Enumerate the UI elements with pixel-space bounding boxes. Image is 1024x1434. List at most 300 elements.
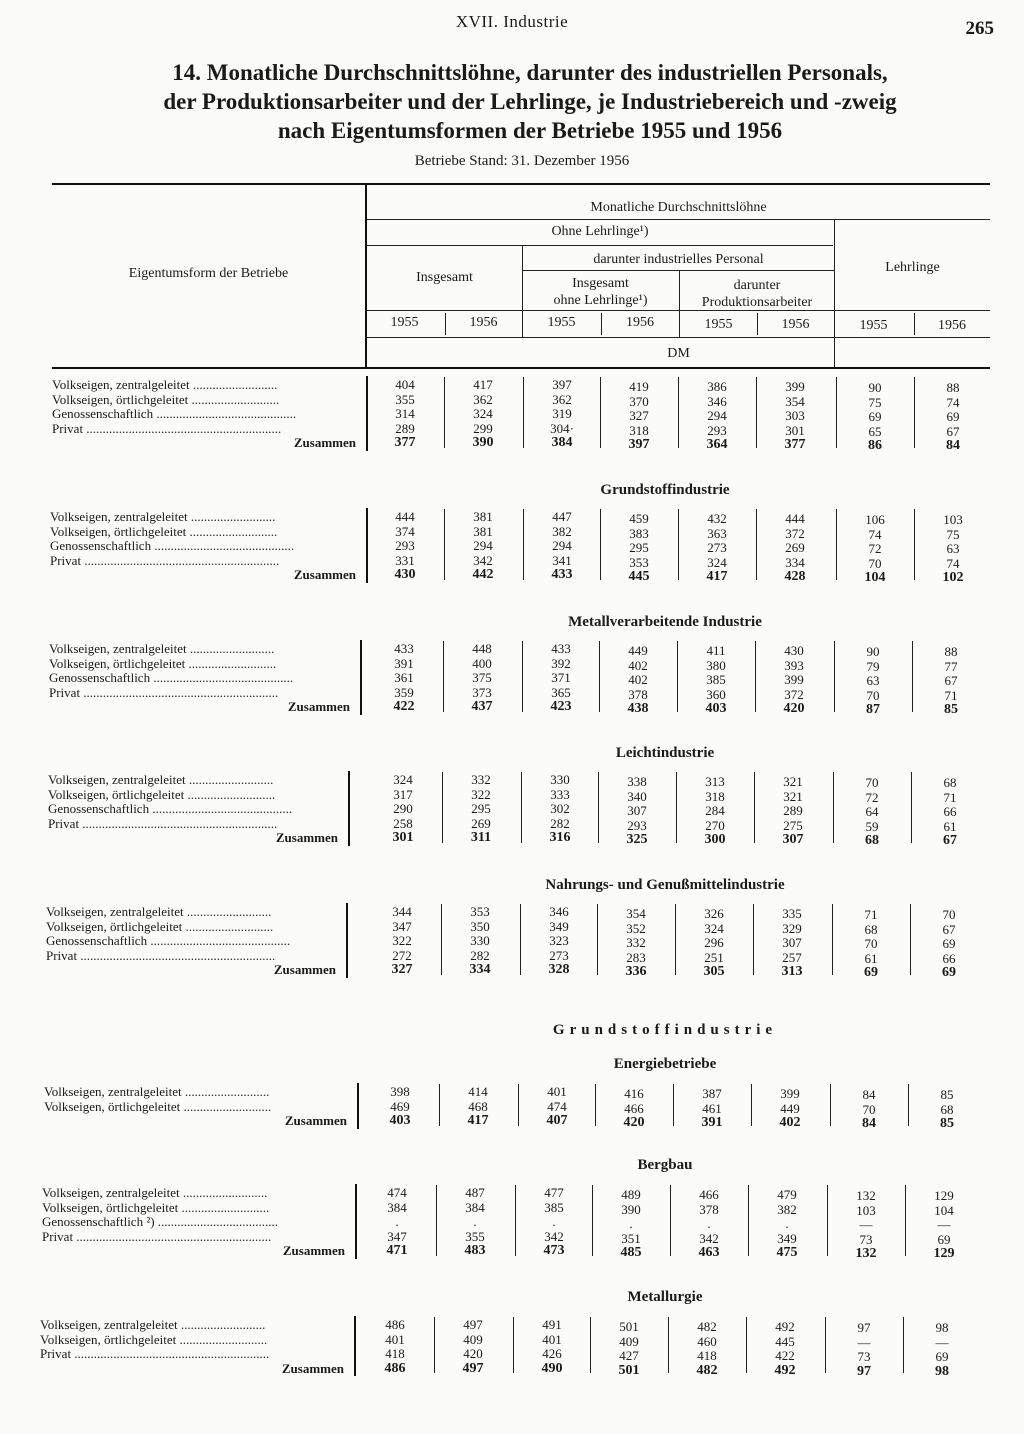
title-line-1: 14. Monatliche Durchschnittslöhne, darunter des industriellen Personals,: [172, 60, 888, 85]
header-insgesamt-ohne-1: Insgesamt: [572, 276, 629, 291]
table-cell: 70: [862, 1101, 876, 1117]
row-label: Volkseigen, örtlichgeleitet ...........................: [48, 787, 276, 802]
table-cell: 370: [629, 393, 649, 409]
table-cell: 334: [785, 554, 805, 570]
table-cell: .: [395, 1214, 399, 1230]
group-divider: [354, 1316, 356, 1376]
table-cell: 473: [543, 1243, 565, 1259]
table-cell: 69: [942, 965, 956, 981]
table-cell: 403: [705, 701, 727, 717]
table-cell: 318: [705, 788, 725, 804]
table-cell: 417: [467, 1113, 489, 1129]
table-cell: 70: [866, 687, 880, 703]
table-cell: 417: [706, 569, 728, 585]
header-rule-2: [367, 245, 833, 246]
table-cell: 70: [868, 555, 882, 571]
header-monatliche: Monatliche Durchschnittslöhne: [590, 200, 767, 215]
column-divider: [436, 1185, 437, 1256]
column-divider: [746, 1317, 747, 1373]
row-label-total: Zusammen: [287, 700, 350, 715]
table-cell: 468: [468, 1098, 488, 1114]
table-cell: 318: [629, 422, 649, 438]
table-cell: 414: [468, 1084, 488, 1099]
table-cell: 351: [621, 1230, 641, 1246]
table-cell: 328: [548, 962, 570, 978]
table-cell: 104: [864, 570, 886, 586]
table-cell: 354: [785, 393, 805, 409]
table-cell: 67: [942, 921, 956, 937]
chapter-heading: XVII. Industrie: [455, 12, 569, 31]
table-cell: 66: [942, 950, 956, 966]
column-divider: [678, 377, 679, 448]
column-divider: [753, 904, 754, 975]
column-divider: [756, 509, 757, 580]
table-cell: 87: [866, 702, 880, 718]
table-cell: 341: [552, 552, 572, 568]
column-divider: [914, 509, 915, 580]
table-cell: 69: [937, 1231, 951, 1247]
row-label: Genossenschaftlich ...........................................: [48, 802, 293, 817]
table-cell: 282: [550, 815, 570, 831]
table-cell: 314: [395, 406, 415, 422]
table-cell: 353: [470, 904, 490, 919]
table-cell: 71: [864, 907, 878, 922]
row-label-total: Zusammen: [293, 568, 356, 583]
table-cell: —: [857, 1334, 871, 1350]
table-cell: 85: [940, 1087, 954, 1102]
table-cell: 399: [780, 1086, 800, 1101]
row-label: Volkseigen, zentralgeleitet ..........................: [42, 1186, 268, 1200]
table-cell: 284: [705, 803, 725, 819]
column-divider: [444, 509, 445, 580]
section-title: Grundstoffindustrie: [600, 482, 730, 498]
table-cell: 355: [465, 1228, 485, 1244]
table-cell: 84: [862, 1116, 876, 1132]
table-cell: 63: [946, 541, 960, 557]
row-label: Volkseigen, örtlichgeleitet ...........................: [50, 524, 278, 539]
header-darunter-personal: darunter industrielles Personal: [593, 252, 764, 267]
column-divider: [914, 377, 915, 448]
table-cell: 390: [472, 435, 494, 451]
table-cell: 69: [864, 965, 878, 981]
table-cell: 97: [857, 1320, 871, 1335]
table-cell: 433: [551, 641, 571, 656]
year-8: 1956: [938, 318, 966, 333]
table-cell: 418: [697, 1348, 717, 1364]
table-cell: 272: [392, 947, 412, 963]
table-cell: 295: [629, 540, 649, 556]
table-cell: 336: [625, 964, 647, 980]
table-cell: 88: [946, 380, 960, 395]
table-cell: 333: [550, 786, 570, 802]
table-cell: 132: [855, 1246, 877, 1262]
table-cell: 71: [944, 687, 958, 703]
table-cell: 380: [706, 657, 726, 673]
table-cell: 295: [471, 801, 491, 817]
row-label: Genossenschaftlich ...........................................: [50, 539, 295, 554]
table-cell: 479: [777, 1187, 797, 1202]
header-insgesamt: Insgesamt: [416, 270, 473, 285]
table-cell: 430: [784, 643, 804, 658]
row-label-total: Zusammen: [284, 1114, 347, 1129]
row-label: Privat ............................................................: [50, 553, 280, 568]
table-cell: 324: [473, 406, 493, 422]
table-cell: 75: [946, 526, 960, 542]
table-cell: 362: [473, 391, 493, 407]
table-cell: 433: [551, 567, 573, 583]
year-4: 1956: [626, 315, 654, 330]
table-cell: 377: [784, 437, 806, 453]
table-cell: 364: [706, 437, 728, 453]
column-divider: [521, 772, 522, 843]
table-cell: 384: [551, 435, 573, 451]
header-rule-1: [367, 219, 990, 220]
table-cell: 486: [384, 1360, 406, 1376]
table-cell: 401: [547, 1084, 567, 1099]
table-cell: 399: [784, 672, 804, 688]
table-cell: 355: [395, 391, 415, 407]
group-divider: [366, 508, 368, 583]
table-cell: 68: [864, 921, 878, 937]
table-cell: 359: [394, 684, 414, 700]
table-cell: 324: [704, 920, 724, 936]
section-title: Energiebetriebe: [613, 1056, 717, 1072]
table-cell: 326: [704, 906, 724, 921]
row-label: Genossenschaftlich ²) .....................................: [42, 1215, 279, 1230]
table-cell: 485: [620, 1245, 642, 1261]
table-cell: 486: [385, 1317, 405, 1332]
table-cell: 489: [621, 1187, 641, 1202]
table-cell: 294: [473, 538, 493, 554]
column-divider: [676, 772, 677, 843]
table-cell: 75: [868, 394, 882, 410]
section-title: Nahrungs- und Genußmittelindustrie: [545, 877, 785, 893]
table-cell: 322: [471, 786, 491, 802]
table-cell: 497: [462, 1360, 484, 1376]
table-cell: 430: [394, 567, 416, 583]
table-cell: 346: [707, 393, 727, 409]
table-cell: 362: [552, 391, 572, 407]
section-title: Bergbau: [637, 1157, 693, 1173]
table-cell: 289: [783, 803, 803, 819]
table-cell: 129: [934, 1188, 954, 1203]
table-cell: 428: [784, 569, 806, 585]
table-cell: 251: [704, 949, 724, 965]
column-divider: [597, 904, 598, 975]
table-cell: 361: [394, 670, 414, 686]
table-cell: 63: [866, 673, 880, 689]
table-cell: —: [935, 1334, 949, 1350]
section-title: Leichtindustrie: [615, 745, 715, 761]
table-cell: 444: [785, 511, 805, 526]
table-cell: 393: [784, 657, 804, 673]
table-cell: 409: [463, 1331, 483, 1347]
table-cell: 384: [465, 1199, 485, 1215]
table-cell: 327: [391, 962, 413, 978]
table-cell: 391: [701, 1115, 723, 1131]
table-cell: 474: [547, 1098, 567, 1114]
table-cell: .: [785, 1216, 789, 1232]
table-cell: 449: [628, 643, 648, 658]
table-title: [90, 58, 970, 145]
table-cell: 330: [470, 933, 490, 949]
group-divider: [346, 903, 348, 978]
table-cell: 300: [704, 832, 726, 848]
column-divider: [825, 1317, 826, 1373]
table-cell: 433: [394, 641, 414, 656]
table-cell: 323: [549, 933, 569, 949]
row-label: Volkseigen, zentralgeleitet ..........................: [48, 773, 274, 787]
row-label: Volkseigen, örtlichgeleitet ...........................: [49, 656, 277, 671]
table-cell: 381: [473, 523, 493, 539]
table-cell: 106: [865, 512, 885, 527]
group-divider: [355, 1184, 357, 1259]
table-cell: 73: [857, 1349, 871, 1365]
table-cell: 293: [707, 422, 727, 438]
column-divider: [598, 772, 599, 843]
column-divider: [748, 1185, 749, 1256]
column-divider: [834, 641, 835, 712]
unit-label: DM: [667, 346, 690, 361]
column-divider: [668, 1317, 669, 1373]
table-cell: 365: [551, 684, 571, 700]
table-cell: 353: [629, 554, 649, 570]
table-cell: 444: [395, 509, 415, 524]
table-cell: 319: [552, 406, 572, 422]
table-cell: 377: [394, 435, 416, 451]
row-label: Genossenschaftlich ...........................................: [46, 934, 291, 949]
table-cell: 363: [707, 525, 727, 541]
table-cell: 103: [856, 1202, 876, 1218]
table-cell: 422: [393, 699, 415, 715]
table-cell: 342: [473, 552, 493, 568]
table-cell: 374: [395, 523, 415, 539]
table-cell: 401: [385, 1331, 405, 1347]
table-cell: 466: [699, 1187, 719, 1202]
row-label: Genossenschaftlich ...........................................: [49, 671, 294, 686]
table-cell: 329: [782, 920, 802, 936]
row-label: Volkseigen, zentralgeleitet ..........................: [49, 642, 275, 656]
table-cell: 290: [393, 801, 413, 817]
table-cell: 371: [551, 670, 571, 686]
table-cell: 385: [544, 1199, 564, 1215]
table-cell: 321: [783, 788, 803, 804]
row-label: Volkseigen, zentralgeleitet ..........................: [46, 905, 272, 919]
year-3: 1955: [547, 315, 576, 330]
table-cell: 324: [393, 772, 413, 787]
table-cell: 84: [862, 1087, 876, 1102]
table-body-rule: [52, 367, 990, 369]
table-cell: 344: [392, 904, 412, 919]
table-cell: 416: [624, 1086, 644, 1101]
table-cell: 347: [387, 1228, 407, 1244]
table-cell: 427: [619, 1348, 639, 1364]
table-cell: 88: [944, 644, 958, 659]
table-cell: 317: [393, 786, 413, 802]
table-cell: 459: [629, 511, 649, 526]
table-cell: 293: [627, 817, 647, 833]
year-7: 1955: [859, 318, 888, 333]
table-cell: 349: [549, 918, 569, 934]
title-line-3: nach Eigentumsformen der Betriebe 1955 und 1956: [277, 118, 783, 143]
table-cell: 299: [473, 420, 493, 436]
table-cell: .: [473, 1214, 477, 1230]
row-label-total: Zusammen: [275, 831, 338, 846]
row-label: Genossenschaftlich ...........................................: [52, 407, 297, 422]
row-label: Privat ............................................................: [40, 1347, 270, 1362]
table-cell: 497: [463, 1317, 483, 1332]
table-cell: 257: [782, 949, 802, 965]
table-cell: 420: [623, 1115, 645, 1131]
table-cell: 332: [471, 772, 491, 787]
table-cell: —: [859, 1217, 873, 1233]
table-cell: 294: [707, 408, 727, 424]
table-cell: 98: [935, 1320, 949, 1335]
column-divider: [442, 772, 443, 843]
column-divider: [441, 904, 442, 975]
table-cell: 331: [395, 552, 415, 568]
header-insgesamt-ohne-2: ohne Lehrlinge¹): [553, 293, 648, 308]
table-cell: 404: [395, 377, 415, 392]
table-cell: 67: [946, 423, 960, 439]
column-divider: [513, 1317, 514, 1373]
table-cell: 501: [619, 1319, 639, 1334]
table-cell: 70: [864, 936, 878, 952]
table-cell: 461: [702, 1100, 722, 1116]
row-label: Volkseigen, örtlichgeleitet ...........................: [44, 1099, 272, 1114]
table-cell: 327: [629, 408, 649, 424]
column-divider: [515, 1185, 516, 1256]
table-cell: 74: [946, 555, 960, 571]
table-cell: 85: [940, 1116, 954, 1132]
table-cell: 79: [866, 658, 880, 674]
table-cell: 74: [946, 394, 960, 410]
table-cell: 460: [697, 1333, 717, 1349]
table-cell: 269: [471, 815, 491, 831]
table-cell: 304·: [550, 420, 574, 436]
table-cell: 68: [943, 775, 957, 790]
column-divider: [518, 1084, 519, 1126]
column-divider: [678, 509, 679, 580]
column-divider: [595, 1084, 596, 1126]
header-darunter-prod-1: darunter: [733, 278, 781, 293]
table-cell: 432: [707, 511, 727, 526]
year-6: 1956: [781, 317, 810, 332]
table-cell: 384: [387, 1199, 407, 1215]
table-cell: 447: [552, 509, 572, 524]
column-divider: [520, 904, 521, 975]
table-cell: 501: [618, 1362, 640, 1378]
table-cell: 420: [463, 1346, 483, 1362]
table-header: [52, 185, 990, 367]
table-cell: 445: [628, 569, 650, 585]
table-cell: 350: [470, 918, 490, 934]
table-cell: —: [937, 1217, 951, 1233]
row-label: Volkseigen, zentralgeleitet ..........................: [44, 1085, 270, 1099]
column-divider: [827, 1185, 828, 1256]
table-cell: 322: [392, 933, 412, 949]
table-cell: 426: [542, 1346, 562, 1362]
table-cell: 335: [782, 906, 802, 921]
table-cell: 68: [865, 833, 879, 849]
table-cell: 258: [393, 815, 413, 831]
table-cell: 386: [707, 379, 727, 394]
table-cell: 307: [782, 935, 802, 951]
column-divider: [523, 509, 524, 580]
table-cell: 445: [775, 1333, 795, 1349]
table-cell: 373: [472, 684, 492, 700]
table-cell: 487: [465, 1185, 485, 1200]
header-insgesamt-ohne-lehrlinge: [523, 275, 678, 309]
table-cell: 301: [785, 422, 805, 438]
table-cell: 269: [785, 540, 805, 556]
column-divider: [434, 1317, 435, 1373]
table-cell: 387: [702, 1086, 722, 1101]
table-cell: 402: [628, 672, 648, 688]
table-subtitle: Betriebe Stand: 31. Dezember 1956: [414, 153, 630, 169]
column-divider: [910, 904, 911, 975]
header-lehrlinge: Lehrlinge: [885, 260, 940, 275]
table-cell: 423: [550, 699, 572, 715]
table-cell: 74: [868, 526, 882, 542]
table-cell: 67: [943, 833, 957, 849]
table-cell: 104: [934, 1202, 954, 1218]
table-cell: 372: [784, 686, 804, 702]
column-divider: [443, 641, 444, 712]
table-cell: 72: [868, 541, 882, 557]
table-cell: 372: [785, 525, 805, 541]
column-divider: [908, 1084, 909, 1126]
table-cell: 273: [707, 540, 727, 556]
table-cell: 332: [626, 935, 646, 951]
table-cell: 301: [392, 830, 414, 846]
table-cell: 422: [775, 1348, 795, 1364]
table-cell: .: [552, 1214, 556, 1230]
table-cell: 375: [472, 670, 492, 686]
table-cell: 442: [472, 567, 494, 583]
table-cell: 360: [706, 686, 726, 702]
table-cell: 397: [628, 437, 650, 453]
row-label: Privat ............................................................: [42, 1229, 272, 1244]
table-cell: 71: [943, 789, 957, 805]
table-cell: 275: [783, 817, 803, 833]
header-rule-5: [367, 337, 990, 338]
table-cell: 307: [782, 832, 804, 848]
row-label: Volkseigen, örtlichgeleitet ...........................: [40, 1332, 268, 1347]
table-cell: 354: [626, 906, 646, 921]
row-label-total: Zusammen: [281, 1361, 344, 1376]
row-label: Volkseigen, zentralgeleitet ..........................: [50, 510, 276, 524]
table-cell: 347: [392, 918, 412, 934]
table-cell: 338: [627, 774, 647, 789]
row-label: Privat ............................................................: [52, 421, 282, 436]
column-divider: [903, 1317, 904, 1373]
table-cell: 129: [933, 1246, 955, 1262]
column-divider: [673, 1084, 674, 1126]
table-cell: 90: [868, 380, 882, 395]
table-cell: 289: [395, 420, 415, 436]
table-cell: 401: [542, 1331, 562, 1347]
table-cell: 463: [698, 1245, 720, 1261]
table-cell: 59: [865, 818, 879, 834]
column-divider: [755, 641, 756, 712]
table-cell: 392: [551, 655, 571, 671]
column-divider: [675, 904, 676, 975]
column-divider: [590, 1317, 591, 1373]
table-cell: 471: [386, 1243, 408, 1259]
title-line-2: der Produktionsarbeiter und der Lehrlinge, je Industriebereich und -zweig: [163, 89, 897, 114]
row-label: Volkseigen, örtlichgeleitet ...........................: [52, 392, 280, 407]
